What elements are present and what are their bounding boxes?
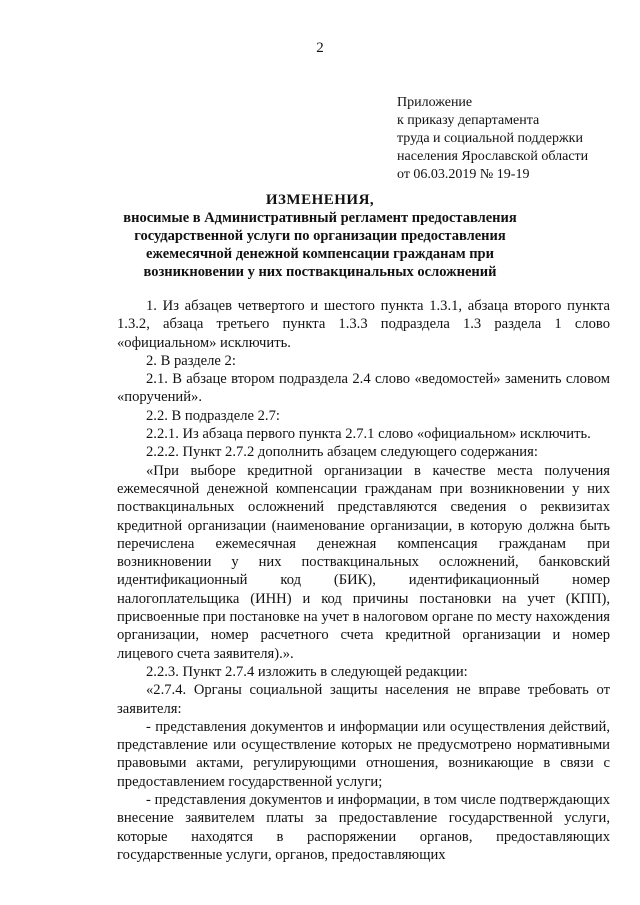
paragraph-dash-1: - представления документов и информации или осуществления действий, представление или осуществление которых не предусмотрено нормативными правовыми актами, регулирующими отношения, возникающие в связи с предоставлением государственной услуги; [117,718,610,790]
paragraph-quote-bank: «При выборе кредитной организации в качестве места получения ежемесячной денежной компенсации гражданам при возникновении у них поствакцинальных осложнений представляются сведения о реквизитах кредитной организации (наименование организации, в которую должна быть перечислена ежемесячная денежная компенсация гражданам при возникновении у них поствакцинальных осложнений, банковский идентификационный код (БИК), идентификационный номер налогоплательщика (ИНН) и код причины постановки на учет (КПП), присвоенные при постановке на учет в налоговом органе по месту нахождения организации, номер расчетного счета кредитной организации и номер лицевого счета заявителя).». [117,462,610,662]
appendix-line: населения Ярославской области [397,149,589,164]
appendix-line: труда и социальной поддержки [397,131,583,146]
paragraph-2-2: 2.2. В подразделе 2.7: [146,407,280,424]
paragraph-2: 2. В разделе 2: [146,352,236,369]
paragraph-2-2-1: 2.2.1. Из абзаца первого пункта 2.7.1 слово «официальном» исключить. [146,426,591,443]
appendix-line: к приказу департамента [397,113,540,128]
appendix-line: от 06.03.2019 № 19-19 [397,167,530,182]
page-number: 2 [316,40,324,56]
paragraph-2-2-2: 2.2.2. Пункт 2.7.2 дополнить абзацем следующего содержания: [146,444,538,461]
document-body [117,297,610,864]
heading-subtitle: вносимые в Административный регламент предоставления государственной услуги по организации предоставления ежемесячной денежной компенсации гражданам при возникновении у них поствакцинальных осложнений [123,210,517,280]
document-heading [100,191,540,281]
appendix-line: Приложение [397,95,473,110]
paragraph-2-1: 2.1. В абзаце втором подраздела 2.4 слово «ведомостей» заменить словом «поручений». [117,371,610,406]
appendix-block [397,94,588,184]
paragraph-2-7-4: «2.7.4. Органы социальной защиты населения не вправе требовать от заявителя: [117,682,610,717]
heading-title: ИЗМЕНЕНИЯ, [265,192,375,208]
paragraph-dash-2: - представления документов и информации, в том числе подтверждающих внесение заявителем платы за предоставление государственной услуги, которые находятся в распоряжении органов, предоставляющих государственные услуги, органов, предоставляющих [117,792,610,863]
paragraph-1: 1. Из абзацев четвертого и шестого пункта 1.3.1, абзаца второго пункта 1.3.2, абзаца третьего пункта 1.3.3 подраздела 1.3 раздела 1 слово «официальном» исключить. [117,298,610,351]
paragraph-2-2-3: 2.2.3. Пункт 2.7.4 изложить в следующей редакции: [146,663,468,680]
